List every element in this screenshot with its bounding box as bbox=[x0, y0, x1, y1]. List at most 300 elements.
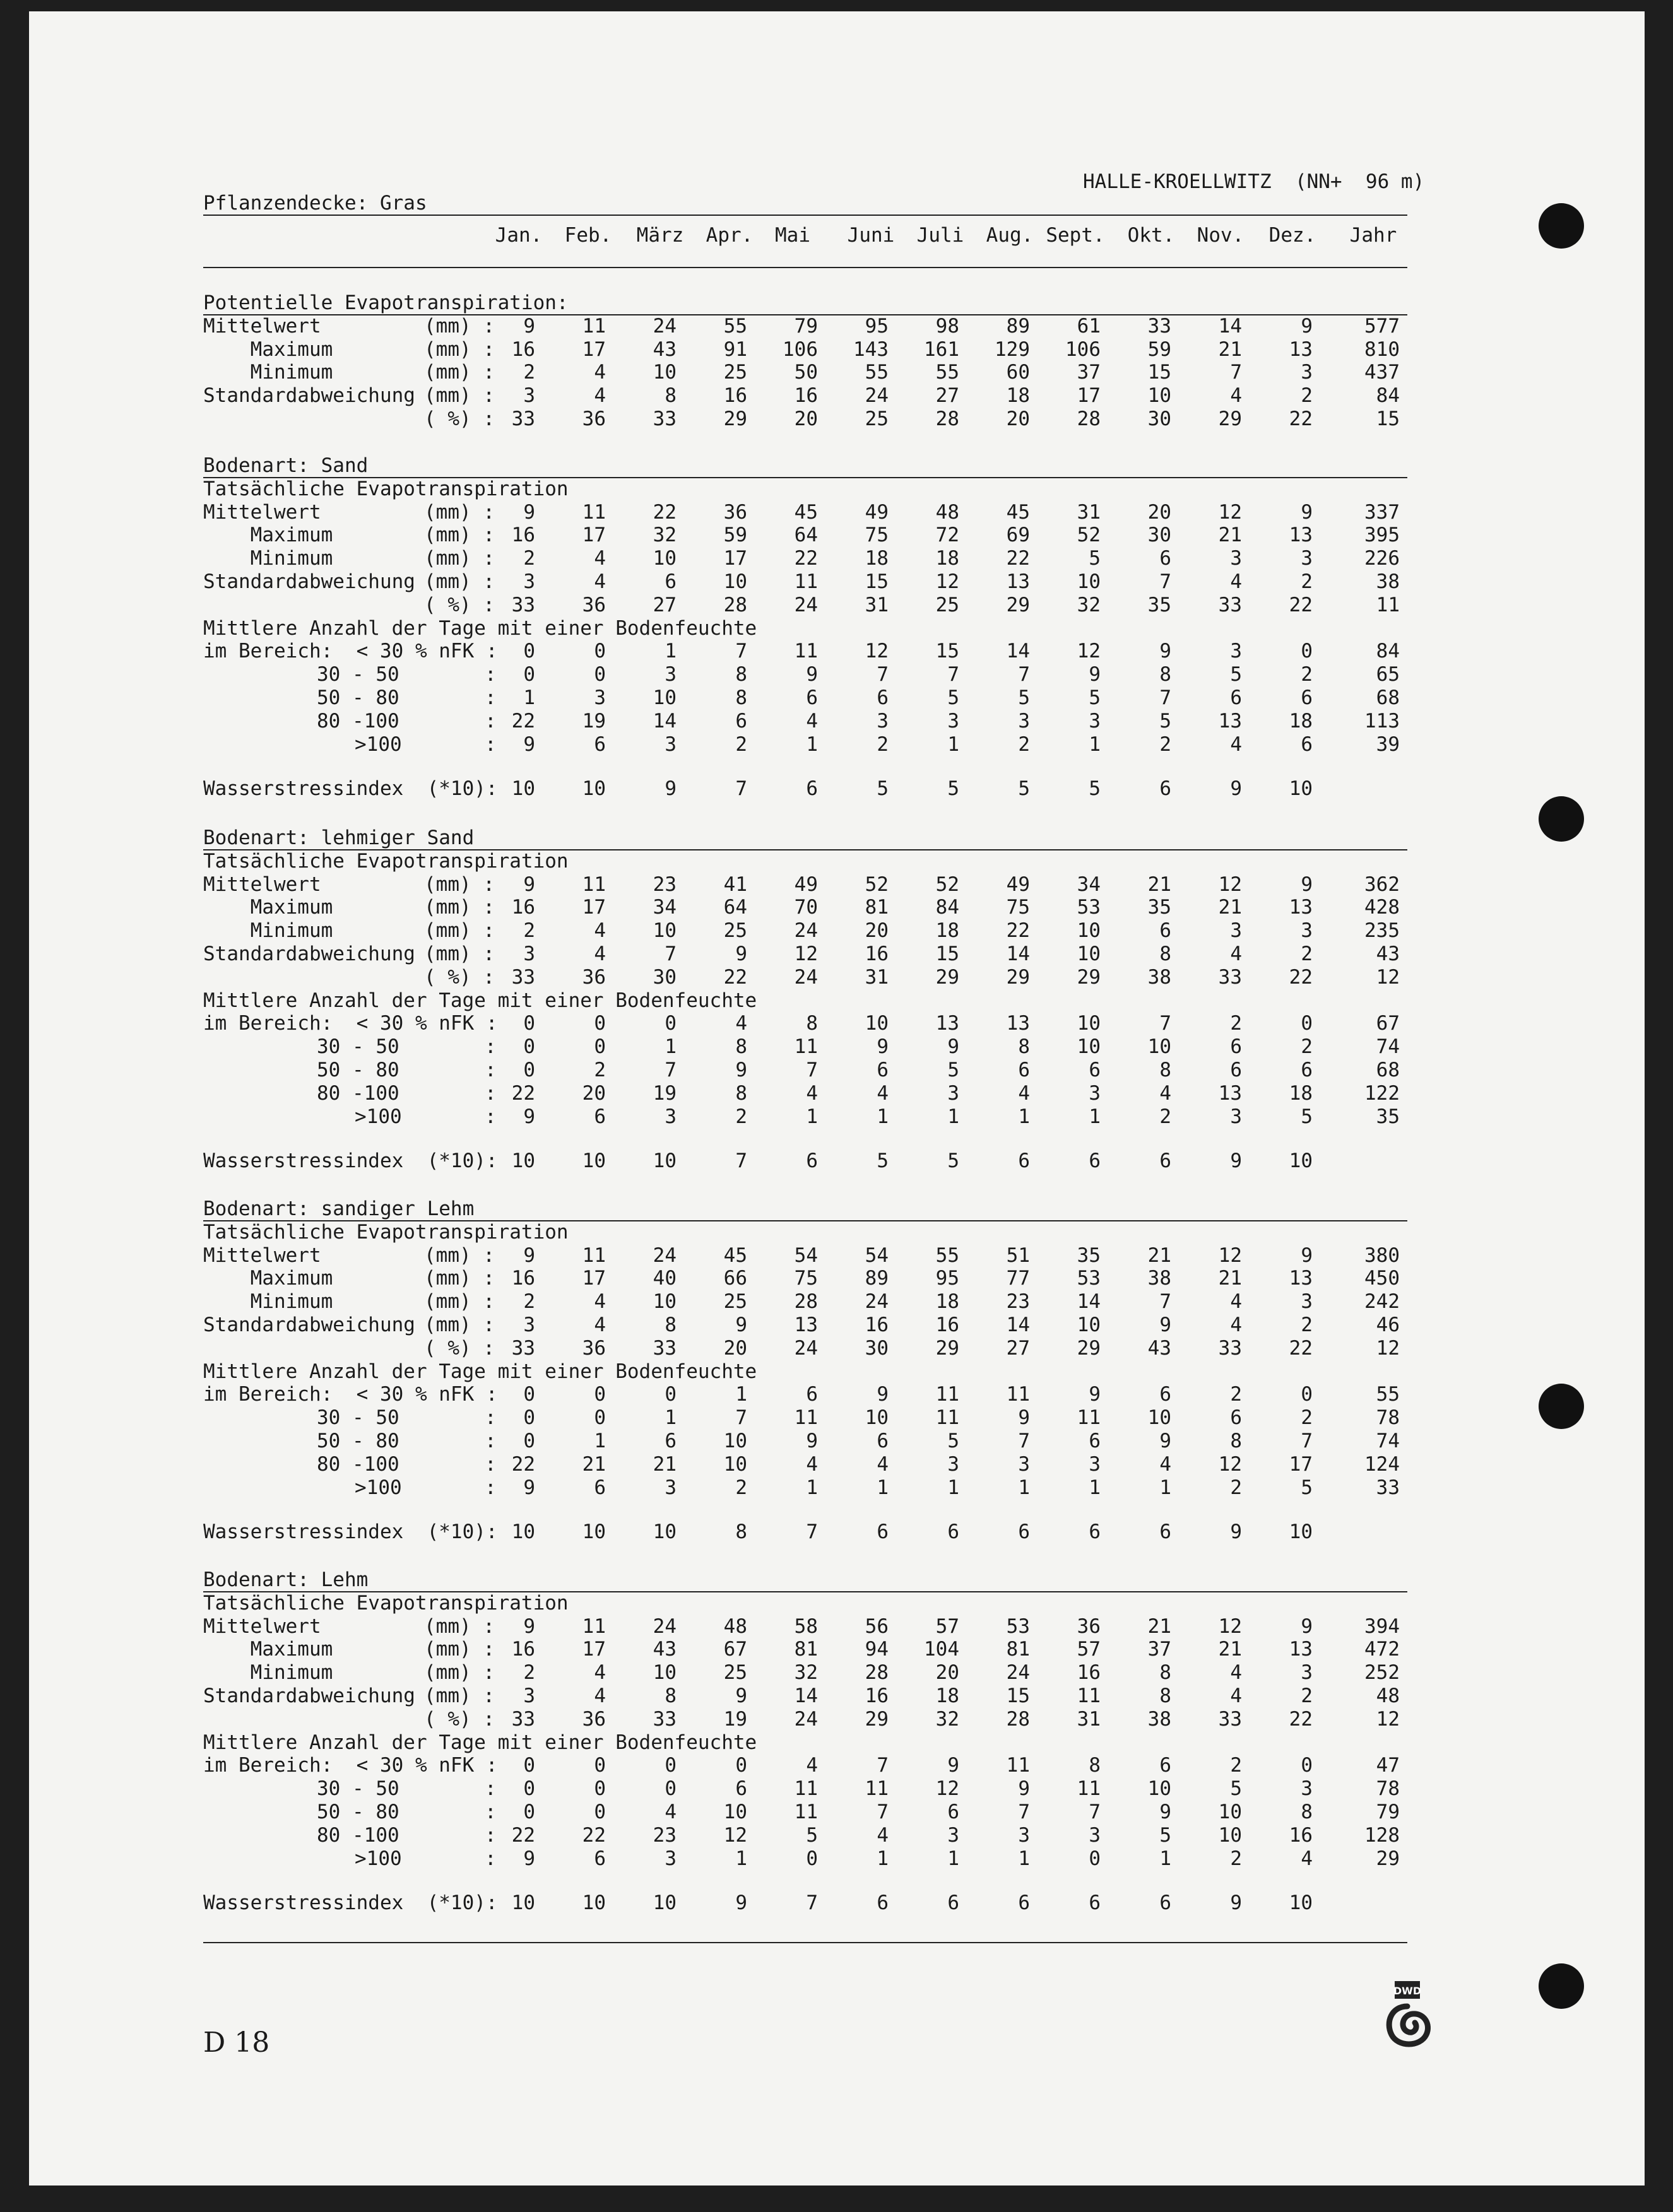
month-header: Juni bbox=[847, 224, 895, 247]
table-cell: 9 bbox=[806, 663, 818, 686]
table-cell: 10 bbox=[865, 1012, 889, 1035]
table-cell: 16 bbox=[511, 1638, 535, 1661]
table-cell: 394 bbox=[1364, 1615, 1400, 1638]
table-cell: 4 bbox=[806, 1452, 818, 1476]
table-cell: 10 bbox=[723, 1801, 747, 1823]
table-cell: 4 bbox=[594, 1685, 606, 1707]
table-cell: 4 bbox=[1230, 1661, 1242, 1685]
table-cell: 8 bbox=[735, 663, 747, 686]
row-label: Mittelwert bbox=[203, 500, 321, 524]
table-cell: 5 bbox=[947, 1430, 959, 1452]
table-cell: 6 bbox=[1089, 1430, 1101, 1452]
table-cell: 4 bbox=[1301, 1847, 1313, 1870]
row-unit: (mm) : bbox=[424, 1267, 495, 1290]
table-cell: 53 bbox=[1077, 896, 1101, 919]
table-cell: 19 bbox=[653, 1081, 677, 1105]
colon: : bbox=[485, 1035, 497, 1059]
table-cell: 24 bbox=[794, 1336, 818, 1360]
table-cell: 43 bbox=[653, 1638, 677, 1661]
table-cell: 0 bbox=[665, 1383, 677, 1406]
table-cell: 0 bbox=[1301, 1383, 1313, 1406]
table-cell: 52 bbox=[865, 873, 889, 896]
table-cell: 81 bbox=[865, 896, 889, 919]
table-cell: 450 bbox=[1364, 1267, 1400, 1290]
table-cell: 4 bbox=[594, 547, 606, 570]
table-cell: 3 bbox=[523, 943, 535, 965]
table-cell: 21 bbox=[1218, 338, 1242, 361]
moisture-range-label: 30 - 50 bbox=[317, 1777, 399, 1801]
table-cell: 11 bbox=[935, 1406, 959, 1430]
aet-title: Tatsächliche Evapotranspiration bbox=[203, 1591, 569, 1615]
table-cell: 0 bbox=[594, 1012, 606, 1035]
table-cell: 9 bbox=[523, 314, 535, 338]
table-cell: 10 bbox=[582, 777, 606, 800]
table-cell: 61 bbox=[1077, 314, 1101, 338]
table-cell: 0 bbox=[594, 1406, 606, 1430]
table-cell: 65 bbox=[1376, 663, 1400, 686]
table-cell: 10 bbox=[511, 1891, 535, 1914]
moisture-range-label: >100 bbox=[355, 1476, 402, 1499]
table-cell: 33 bbox=[1376, 1476, 1400, 1499]
table-cell: 10 bbox=[653, 686, 677, 709]
colon: : bbox=[485, 709, 497, 732]
row-label: Maximum bbox=[203, 338, 333, 361]
table-cell: 2 bbox=[1301, 1035, 1313, 1059]
table-cell: 13 bbox=[794, 1314, 818, 1336]
table-cell: 7 bbox=[1159, 686, 1171, 709]
row-unit: (mm) : bbox=[424, 570, 495, 593]
table-cell: 22 bbox=[1289, 593, 1313, 616]
table-cell: 29 bbox=[865, 1707, 889, 1731]
table-cell: 74 bbox=[1376, 1430, 1400, 1452]
table-cell: 36 bbox=[582, 1336, 606, 1360]
table-cell: 3 bbox=[947, 709, 959, 732]
table-cell: 64 bbox=[794, 524, 818, 547]
table-cell: 67 bbox=[723, 1638, 747, 1661]
table-cell: 33 bbox=[511, 408, 535, 430]
table-cell: 8 bbox=[735, 686, 747, 709]
table-cell: 3 bbox=[523, 1314, 535, 1336]
month-header: Jahr bbox=[1349, 224, 1397, 247]
table-cell: 9 bbox=[947, 1035, 959, 1059]
table-cell: 98 bbox=[935, 314, 959, 338]
soil-title: Bodenart: Lehm bbox=[203, 1568, 369, 1591]
table-cell: 7 bbox=[735, 1149, 747, 1172]
table-cell: 14 bbox=[794, 1685, 818, 1707]
table-cell: 11 bbox=[1006, 1383, 1030, 1406]
table-cell: 4 bbox=[1230, 732, 1242, 756]
table-cell: 12 bbox=[1218, 500, 1242, 524]
table-cell: 12 bbox=[1218, 1244, 1242, 1267]
table-cell: 28 bbox=[1077, 408, 1101, 430]
table-cell: 32 bbox=[794, 1661, 818, 1685]
soil-title: Bodenart: Sand bbox=[203, 454, 369, 477]
table-cell: 23 bbox=[653, 1823, 677, 1847]
table-cell: 7 bbox=[1159, 1290, 1171, 1314]
table-cell: 0 bbox=[665, 1777, 677, 1801]
table-cell: 8 bbox=[665, 1314, 677, 1336]
table-cell: 29 bbox=[935, 965, 959, 989]
table-cell: 8 bbox=[1018, 1035, 1030, 1059]
row-unit: (mm) : bbox=[424, 524, 495, 547]
row-unit: (mm) : bbox=[424, 500, 495, 524]
table-cell: 10 bbox=[582, 1520, 606, 1543]
table-cell: 5 bbox=[1159, 709, 1171, 732]
table-cell: 38 bbox=[1147, 1707, 1171, 1731]
table-cell: 18 bbox=[865, 547, 889, 570]
table-cell: 36 bbox=[582, 593, 606, 616]
table-cell: 7 bbox=[1301, 1430, 1313, 1452]
table-cell: 38 bbox=[1376, 570, 1400, 593]
table-cell: 10 bbox=[653, 1661, 677, 1685]
table-cell: 4 bbox=[1159, 1452, 1171, 1476]
table-cell: 6 bbox=[1301, 732, 1313, 756]
row-label: Standardabweichung bbox=[203, 570, 415, 593]
table-cell: 3 bbox=[877, 709, 889, 732]
table-cell: 49 bbox=[794, 873, 818, 896]
row-unit: ( %) : bbox=[424, 408, 495, 430]
table-cell: 9 bbox=[1159, 1801, 1171, 1823]
table-cell: 17 bbox=[582, 338, 606, 361]
table-cell: 15 bbox=[1376, 408, 1400, 430]
table-cell: 38 bbox=[1147, 965, 1171, 989]
table-cell: 21 bbox=[653, 1452, 677, 1476]
table-cell: 29 bbox=[1006, 965, 1030, 989]
table-cell: 7 bbox=[806, 1059, 818, 1081]
table-cell: 22 bbox=[1006, 919, 1030, 943]
table-cell: 21 bbox=[582, 1452, 606, 1476]
table-cell: 79 bbox=[794, 314, 818, 338]
divider bbox=[203, 267, 1407, 268]
table-cell: 2 bbox=[1230, 1754, 1242, 1777]
table-cell: 6 bbox=[877, 1520, 889, 1543]
table-cell: 4 bbox=[594, 570, 606, 593]
table-cell: 3 bbox=[1089, 1823, 1101, 1847]
table-cell: 25 bbox=[723, 919, 747, 943]
table-cell: 43 bbox=[1147, 1336, 1171, 1360]
table-cell: 33 bbox=[511, 593, 535, 616]
colon: : bbox=[485, 1430, 497, 1452]
table-cell: 10 bbox=[1077, 1314, 1101, 1336]
table-cell: 18 bbox=[935, 1685, 959, 1707]
table-cell: 6 bbox=[1230, 1406, 1242, 1430]
table-cell: 16 bbox=[865, 1314, 889, 1336]
table-cell: 22 bbox=[1289, 965, 1313, 989]
table-cell: 67 bbox=[1376, 1012, 1400, 1035]
table-cell: 35 bbox=[1147, 896, 1171, 919]
table-cell: 4 bbox=[594, 1661, 606, 1685]
table-cell: 21 bbox=[1218, 524, 1242, 547]
row-unit: (mm) : bbox=[424, 314, 495, 338]
table-cell: 15 bbox=[865, 570, 889, 593]
table-cell: 7 bbox=[806, 1891, 818, 1914]
table-cell: 77 bbox=[1006, 1267, 1030, 1290]
row-unit: ( %) : bbox=[424, 1336, 495, 1360]
table-cell: 10 bbox=[723, 1452, 747, 1476]
table-cell: 55 bbox=[865, 361, 889, 384]
table-cell: 55 bbox=[723, 314, 747, 338]
table-cell: 22 bbox=[1289, 1707, 1313, 1731]
table-cell: 8 bbox=[806, 1012, 818, 1035]
table-cell: 4 bbox=[594, 1290, 606, 1314]
table-cell: 21 bbox=[1218, 1638, 1242, 1661]
table-cell: 6 bbox=[1159, 1383, 1171, 1406]
table-cell: 2 bbox=[523, 1661, 535, 1685]
table-cell: 18 bbox=[1289, 1081, 1313, 1105]
table-cell: 9 bbox=[735, 1685, 747, 1707]
table-cell: 2 bbox=[1018, 732, 1030, 756]
table-cell: 18 bbox=[935, 1290, 959, 1314]
table-cell: 6 bbox=[1089, 1149, 1101, 1172]
table-cell: 49 bbox=[1006, 873, 1030, 896]
moisture-title: Mittlere Anzahl der Tage mit einer Bodenfeuchte bbox=[203, 1360, 757, 1383]
table-cell: 8 bbox=[1301, 1801, 1313, 1823]
table-cell: 34 bbox=[1077, 873, 1101, 896]
moisture-range-label: >100 bbox=[355, 1105, 402, 1128]
table-cell: 4 bbox=[806, 709, 818, 732]
table-cell: 9 bbox=[523, 500, 535, 524]
table-cell: 7 bbox=[1018, 663, 1030, 686]
table-cell: 8 bbox=[735, 1035, 747, 1059]
moisture-range-label: im Bereich: < 30 % nFK : bbox=[203, 1383, 498, 1406]
colon: : bbox=[485, 732, 497, 756]
moisture-range-label: >100 bbox=[355, 732, 402, 756]
table-cell: 124 bbox=[1364, 1452, 1400, 1476]
table-cell: 18 bbox=[935, 919, 959, 943]
table-cell: 13 bbox=[1218, 1081, 1242, 1105]
table-cell: 3 bbox=[1301, 1290, 1313, 1314]
table-cell: 8 bbox=[1159, 1059, 1171, 1081]
table-cell: 6 bbox=[594, 1476, 606, 1499]
table-cell: 10 bbox=[723, 570, 747, 593]
table-cell: 25 bbox=[935, 593, 959, 616]
section-title: Potentielle Evapotranspiration: bbox=[203, 291, 569, 314]
table-cell: 16 bbox=[511, 338, 535, 361]
table-cell: 9 bbox=[1159, 1430, 1171, 1452]
table-cell: 13 bbox=[1006, 570, 1030, 593]
table-cell: 1 bbox=[735, 1383, 747, 1406]
row-unit: (mm) : bbox=[424, 1638, 495, 1661]
table-cell: 12 bbox=[865, 640, 889, 663]
row-unit: (mm) : bbox=[424, 361, 495, 384]
table-cell: 36 bbox=[582, 408, 606, 430]
table-cell: 33 bbox=[511, 1336, 535, 1360]
table-cell: 11 bbox=[582, 314, 606, 338]
table-cell: 22 bbox=[511, 1452, 535, 1476]
table-cell: 81 bbox=[794, 1638, 818, 1661]
table-cell: 3 bbox=[665, 663, 677, 686]
table-cell: 31 bbox=[1077, 500, 1101, 524]
table-cell: 12 bbox=[794, 943, 818, 965]
table-cell: 6 bbox=[1159, 547, 1171, 570]
table-cell: 9 bbox=[735, 943, 747, 965]
table-cell: 1 bbox=[806, 732, 818, 756]
table-cell: 2 bbox=[523, 1290, 535, 1314]
table-cell: 1 bbox=[1089, 1105, 1101, 1128]
table-cell: 242 bbox=[1364, 1290, 1400, 1314]
table-cell: 3 bbox=[1089, 709, 1101, 732]
table-cell: 8 bbox=[665, 384, 677, 408]
table-cell: 8 bbox=[665, 1685, 677, 1707]
table-cell: 1 bbox=[1159, 1847, 1171, 1870]
table-cell: 11 bbox=[582, 873, 606, 896]
table-cell: 14 bbox=[1218, 314, 1242, 338]
row-label: Mittelwert bbox=[203, 314, 321, 338]
table-cell: 16 bbox=[865, 1685, 889, 1707]
table-cell: 11 bbox=[794, 1406, 818, 1430]
table-cell: 15 bbox=[935, 640, 959, 663]
table-cell: 0 bbox=[1301, 1012, 1313, 1035]
row-label: Minimum bbox=[203, 547, 333, 570]
table-cell: 6 bbox=[1230, 1059, 1242, 1081]
station-title: HALLE-KROELLWITZ (NN+ 96 m) bbox=[1083, 170, 1425, 193]
table-cell: 55 bbox=[1376, 1383, 1400, 1406]
table-cell: 57 bbox=[1077, 1638, 1101, 1661]
table-cell: 12 bbox=[1077, 640, 1101, 663]
table-cell: 20 bbox=[935, 1661, 959, 1685]
table-cell: 12 bbox=[1376, 1336, 1400, 1360]
table-cell: 1 bbox=[1018, 1476, 1030, 1499]
table-cell: 10 bbox=[1147, 1777, 1171, 1801]
row-label: Maximum bbox=[203, 896, 333, 919]
table-cell: 11 bbox=[935, 1383, 959, 1406]
table-cell: 9 bbox=[1089, 1383, 1101, 1406]
colon: : bbox=[485, 1847, 497, 1870]
table-cell: 6 bbox=[1230, 1035, 1242, 1059]
table-cell: 1 bbox=[1089, 732, 1101, 756]
table-cell: 24 bbox=[865, 384, 889, 408]
moisture-range-label: 30 - 50 bbox=[317, 663, 399, 686]
table-cell: 22 bbox=[653, 500, 677, 524]
table-cell: 64 bbox=[723, 896, 747, 919]
table-cell: 0 bbox=[594, 663, 606, 686]
table-cell: 79 bbox=[1376, 1801, 1400, 1823]
soil-title: Bodenart: sandiger Lehm bbox=[203, 1197, 475, 1220]
table-cell: 36 bbox=[582, 965, 606, 989]
table-cell: 9 bbox=[735, 1891, 747, 1914]
table-cell: 2 bbox=[1301, 663, 1313, 686]
table-cell: 21 bbox=[1147, 1615, 1171, 1638]
table-cell: 11 bbox=[1077, 1406, 1101, 1430]
table-cell: 337 bbox=[1364, 500, 1400, 524]
table-cell: 20 bbox=[1006, 408, 1030, 430]
table-cell: 1 bbox=[947, 1847, 959, 1870]
table-cell: 33 bbox=[653, 1707, 677, 1731]
table-cell: 10 bbox=[653, 1891, 677, 1914]
month-header: Juli bbox=[916, 224, 964, 247]
table-cell: 25 bbox=[723, 1290, 747, 1314]
table-cell: 0 bbox=[594, 640, 606, 663]
table-cell: 16 bbox=[511, 1267, 535, 1290]
table-cell: 3 bbox=[1301, 919, 1313, 943]
table-cell: 2 bbox=[594, 1059, 606, 1081]
table-cell: 577 bbox=[1364, 314, 1400, 338]
table-cell: 33 bbox=[1218, 593, 1242, 616]
row-label: Minimum bbox=[203, 919, 333, 943]
table-cell: 7 bbox=[877, 1754, 889, 1777]
table-cell: 0 bbox=[523, 1430, 535, 1452]
table-cell: 43 bbox=[1376, 943, 1400, 965]
table-cell: 10 bbox=[1218, 1801, 1242, 1823]
table-cell: 4 bbox=[877, 1452, 889, 1476]
table-cell: 11 bbox=[582, 500, 606, 524]
table-cell: 48 bbox=[723, 1615, 747, 1638]
table-cell: 91 bbox=[723, 338, 747, 361]
table-cell: 3 bbox=[1018, 1823, 1030, 1847]
table-cell: 3 bbox=[1230, 919, 1242, 943]
table-cell: 30 bbox=[653, 965, 677, 989]
table-cell: 3 bbox=[1301, 547, 1313, 570]
table-cell: 10 bbox=[653, 1520, 677, 1543]
table-cell: 28 bbox=[794, 1290, 818, 1314]
table-cell: 2 bbox=[735, 732, 747, 756]
table-cell: 5 bbox=[1301, 1476, 1313, 1499]
table-cell: 29 bbox=[1376, 1847, 1400, 1870]
month-header: Dez. bbox=[1268, 224, 1316, 247]
row-label: Standardabweichung bbox=[203, 384, 415, 408]
table-cell: 7 bbox=[947, 663, 959, 686]
table-cell: 6 bbox=[1159, 777, 1171, 800]
month-header: März bbox=[636, 224, 684, 247]
table-cell: 29 bbox=[1218, 408, 1242, 430]
month-header: Okt. bbox=[1127, 224, 1175, 247]
table-cell: 28 bbox=[723, 593, 747, 616]
table-cell: 0 bbox=[594, 1383, 606, 1406]
table-cell: 22 bbox=[794, 547, 818, 570]
table-cell: 7 bbox=[735, 1406, 747, 1430]
table-cell: 11 bbox=[865, 1777, 889, 1801]
table-cell: 41 bbox=[723, 873, 747, 896]
table-cell: 27 bbox=[1006, 1336, 1030, 1360]
table-cell: 13 bbox=[1218, 709, 1242, 732]
table-cell: 810 bbox=[1364, 338, 1400, 361]
table-cell: 10 bbox=[1147, 1035, 1171, 1059]
table-cell: 9 bbox=[523, 1615, 535, 1638]
table-cell: 24 bbox=[1006, 1661, 1030, 1685]
table-cell: 4 bbox=[877, 1081, 889, 1105]
table-cell: 6 bbox=[1159, 1754, 1171, 1777]
colon: : bbox=[485, 686, 497, 709]
table-cell: 0 bbox=[665, 1754, 677, 1777]
table-cell: 10 bbox=[1077, 919, 1101, 943]
table-cell: 10 bbox=[653, 919, 677, 943]
table-cell: 12 bbox=[723, 1823, 747, 1847]
table-cell: 56 bbox=[865, 1615, 889, 1638]
table-cell: 6 bbox=[1159, 1149, 1171, 1172]
table-cell: 8 bbox=[1159, 1661, 1171, 1685]
month-header: Apr. bbox=[706, 224, 754, 247]
table-cell: 9 bbox=[665, 777, 677, 800]
table-cell: 33 bbox=[653, 408, 677, 430]
table-cell: 9 bbox=[1301, 500, 1313, 524]
table-cell: 23 bbox=[1006, 1290, 1030, 1314]
moisture-range-label: 50 - 80 bbox=[317, 1801, 399, 1823]
table-cell: 30 bbox=[1147, 524, 1171, 547]
table-cell: 24 bbox=[865, 1290, 889, 1314]
table-cell: 17 bbox=[582, 1638, 606, 1661]
table-cell: 0 bbox=[1089, 1847, 1101, 1870]
table-cell: 11 bbox=[794, 570, 818, 593]
table-cell: 60 bbox=[1006, 361, 1030, 384]
table-cell: 17 bbox=[582, 1267, 606, 1290]
stress-index-label: Wasserstressindex (*10): bbox=[203, 1520, 498, 1543]
table-cell: 31 bbox=[1077, 1707, 1101, 1731]
table-cell: 21 bbox=[1147, 1244, 1171, 1267]
table-cell: 16 bbox=[511, 896, 535, 919]
table-cell: 59 bbox=[1147, 338, 1171, 361]
table-cell: 17 bbox=[723, 547, 747, 570]
table-cell: 2 bbox=[1301, 943, 1313, 965]
